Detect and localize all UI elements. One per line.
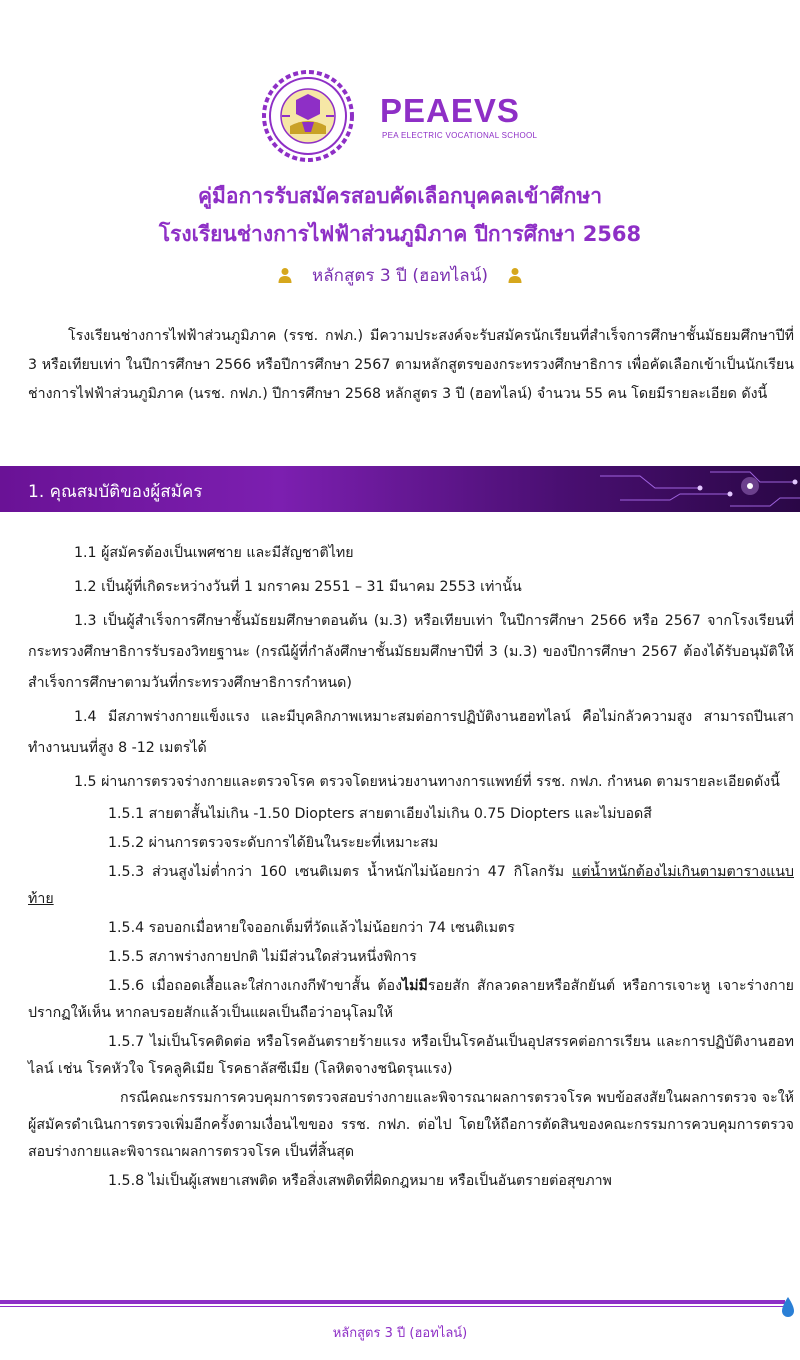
item-1-5-2: 1.5.2 ผ่านการตรวจระดับการได้ยินในระยะที่เหมาะสม: [108, 835, 439, 851]
item-1-5-5: 1.5.5 สภาพร่างกายปกติ ไม่มีส่วนใดส่วนหนึ่งพิการ: [108, 949, 417, 965]
document-title-line1: คู่มือการรับสมัครสอบคัดเลือกบุคคลเข้าศึกษา: [197, 184, 602, 208]
item-1-5-6-start: 1.5.6 เมื่อถอดเสื้อและใส่กางเกงกีฬาขาสั้น ต้อง: [108, 978, 402, 994]
brand-subtitle: PEA ELECTRIC VOCATIONAL SCHOOL: [382, 131, 538, 140]
item-1-5-6-emphasis: ไม่มี: [402, 978, 428, 994]
item-1-5-4: 1.5.4 รอบอกเมื่อหายใจออกเต็มที่วัดแล้วไม่น้อยกว่า 74 เซนติเมตร: [108, 920, 515, 936]
person-icon-right: [507, 267, 523, 283]
item-1-5-7: 1.5.7 ไม่เป็นโรคติดต่อ หรือโรคอันตรายร้ายแรง หรือเป็นโรคอันเป็นอุปสรรคต่อการเรียน และการปฏิบัติงานฮอทไลน์ เช่น โรคหัวใจ โรคลูคิเมีย โรคธาลัสซีเมีย (โลหิตจางชนิดรุนแรง): [28, 1034, 794, 1077]
school-seal-logo: [262, 70, 354, 162]
item-1-5-8: 1.5.8 ไม่เป็นผู้เสพยาเสพติด หรือสิ่งเสพติดที่ผิดกฎหมาย หรือเป็นอันตรายต่อสุขภาพ: [108, 1173, 612, 1189]
committee-note: กรณีคณะกรรมการควบคุมการตรวจสอบร่างกายและพิจารณาผลการตรวจโรค พบข้อสงสัยในผลการตรวจ จะให้ผู้สมัครดำเนินการตรวจเพิ่มอีกครั้งตามเงื่อนไขของ รรช. กฟภ. ต่อไป โดยให้ถือการตัดสินของคณะกรรมการควบคุมการตรวจสอบร่างกายและพิจารณาผลการตรวจโรค เป็นที่สิ้นสุด: [28, 1090, 794, 1160]
brand-name: PEAEVS: [380, 92, 520, 129]
footer-course-label: หลักสูตร 3 ปี (ฮอทไลน์): [332, 1326, 468, 1341]
weight-table-note: แต่น้ำหนักต้องไม่เกินตามตารางแนบท้าย: [28, 864, 794, 907]
footer-divider: [0, 1300, 785, 1304]
item-1-5-3-text: 1.5.3 ส่วนสูงไม่ต่ำกว่า 160 เซนติเมตร น้ำหนักไม่น้อยกว่า 47 กิโลกรัม: [108, 864, 565, 880]
intro-text: โรงเรียนช่างการไฟฟ้าส่วนภูมิภาค (รรช. กฟภ.) มีความประสงค์จะรับสมัครนักเรียนที่สำเร็จการศึกษาชั้นมัธยมศึกษาปีที่ 3 หรือเทียบเท่า ในปีการศึกษา 2566 หรือปีการศึกษา 2567 ตามหลักสูตรของกระทรวงศึกษาธิการ เพื่อคัดเลือกเข้าเป็นนักเรียนช่างการไฟฟ้าส่วนภูมิภาค (นรช. กฟภ.) ปีการศึกษา 2568 หลักสูตร 3 ปี (ฮอทไลน์) จำนวน 55 คน โดยมีรายละเอียด ดังนี้: [28, 328, 794, 402]
section-banner: [0, 466, 800, 512]
intro-paragraph: [28, 322, 794, 409]
document-header: [0, 0, 800, 320]
qualification-list: [28, 538, 794, 1197]
item-1-2: 1.2 เป็นผู้ที่เกิดระหว่างวันที่ 1 มกราคม 2551 – 31 มีนาคม 2553 เท่านั้น: [74, 579, 522, 595]
item-1-5-1: 1.5.1 สายตาสั้นไม่เกิน -1.50 Diopters สายตาเอียงไม่เกิน 0.75 Diopters และไม่บอดสี: [108, 806, 652, 822]
circuit-decoration: [580, 466, 800, 512]
scroll-marker-icon: [781, 1296, 795, 1318]
person-icon-left: [277, 267, 293, 283]
section-title: 1. คุณสมบัติของผู้สมัคร: [28, 482, 203, 502]
footer-divider-thin: [0, 1306, 785, 1307]
document-title-line2: โรงเรียนช่างการไฟฟ้าส่วนภูมิภาค ปีการศึกษา 2568: [158, 222, 642, 246]
item-1-4: 1.4 มีสภาพร่างกายแข็งแรง และมีบุคลิกภาพเหมาะสมต่อการปฏิบัติงานฮอทไลน์ คือไม่กลัวความสูง สามารถปีนเสาทำงานบนที่สูง 8 -12 เมตรได้: [28, 709, 794, 756]
item-1-5-3: [28, 859, 794, 913]
item-1-1: 1.1 ผู้สมัครต้องเป็นเพศชาย และมีสัญชาติไทย: [74, 545, 354, 561]
course-label: หลักสูตร 3 ปี (ฮอทไลน์): [312, 266, 488, 286]
course-heading: [0, 262, 800, 289]
item-1-5-6: [28, 973, 794, 1027]
item-1-5: 1.5 ผ่านการตรวจร่างกายและตรวจโรค ตรวจโดยหน่วยงานทางการแพทย์ที่ รรช. กฟภ. กำหนด ตามรายละเอียดดังนี้: [74, 774, 780, 790]
item-1-5-6-rest: รอยสัก สักลวดลายหรือสักยันต์ หรือการเจาะหู เจาะร่างกายปรากฏให้เห็น หากลบรอยสักแล้วเป็นแผลเป็นถือว่าอนุโลมให้: [28, 978, 794, 1021]
item-1-3: 1.3 เป็นผู้สำเร็จการศึกษาชั้นมัธยมศึกษาตอนต้น (ม.3) หรือเทียบเท่า ในปีการศึกษา 2566 หรือ 2567 จากโรงเรียนที่กระทรวงศึกษาธิการรับรองวิทยฐานะ (กรณีผู้ที่กำลังศึกษาชั้นมัธยมศึกษาปีที่ 3 (ม.3) ของปีการศึกษา 2567 ต้องได้รับอนุมัติให้สำเร็จการศึกษาตามวันที่กระทรวงศึกษาธิการกำหนด): [28, 613, 794, 691]
